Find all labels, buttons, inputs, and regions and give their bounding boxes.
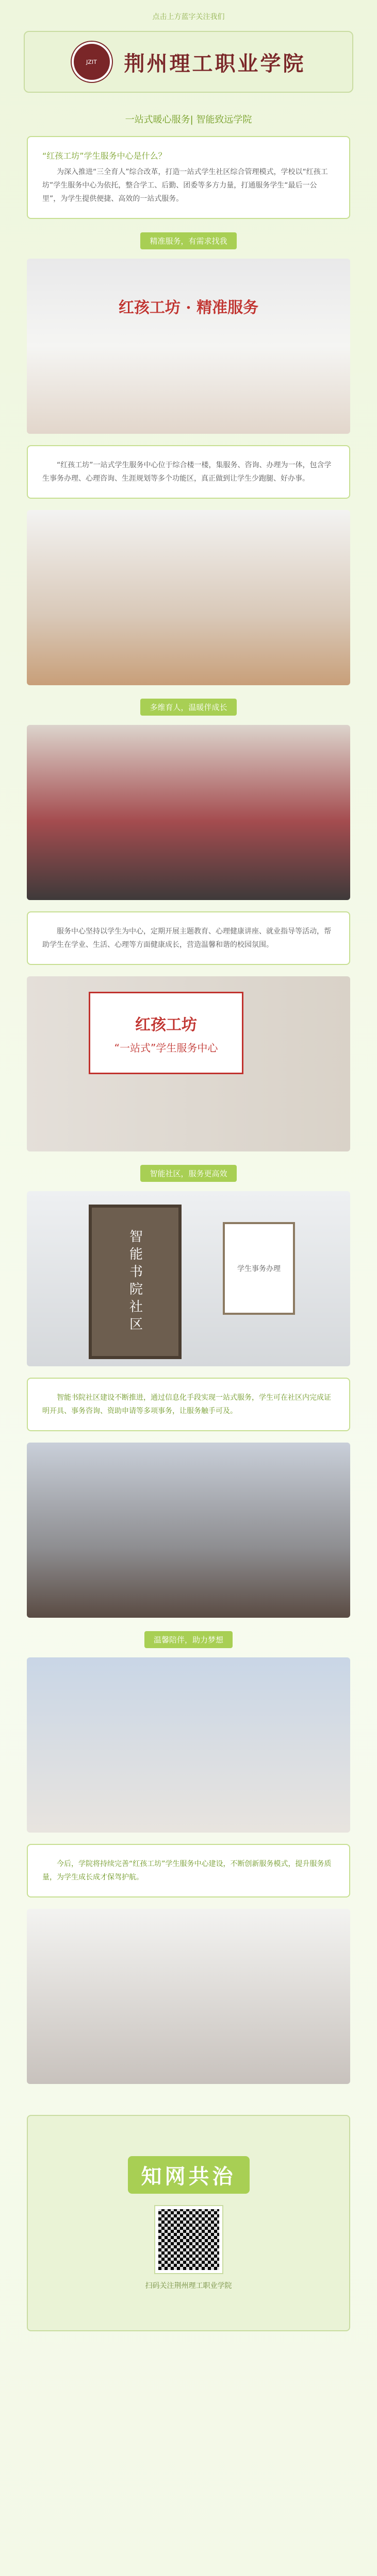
section-tag-1: 精准服务，有需求找我 <box>140 232 236 249</box>
qr-caption: 扫码关注荆州理工职业学院 <box>145 2281 232 2290</box>
school-name: 荆州理工职业学院 <box>124 51 306 76</box>
section-2-card <box>27 911 350 965</box>
top-follow-link[interactable] <box>0 0 377 31</box>
community-wood-sign: 智能书院社区 <box>89 1205 182 1359</box>
intro-question: “红孩工坊”学生服务中心是什么？ <box>42 151 167 161</box>
footer-card <box>27 2115 350 2331</box>
section-3-card <box>27 1378 350 1431</box>
section-4-paragraph: 今后，学院将持续完善“红孩工坊”学生服务中心建设，不断创新服务模式，提升服务质量，为学生成长成才保驾护航。 <box>42 1860 332 1882</box>
photo-community-sign <box>27 1191 350 1366</box>
photo-activity <box>27 725 350 900</box>
school-header <box>24 31 353 93</box>
footer-title: 知网共治 <box>128 2156 250 2194</box>
follow-link-text[interactable]: 点击上方蓝字关注我们 <box>152 13 225 21</box>
section-tag-3: 智能社区，服务更高效 <box>140 1165 236 1182</box>
school-logo: JZIT <box>72 42 112 82</box>
photo-service-center-sign <box>27 976 350 1151</box>
section-tag-2: 多维育人，温暖伴成长 <box>140 699 236 716</box>
service-center-sign: 红孩工坊 “一站式”学生服务中心 <box>89 992 243 1074</box>
section-1-paragraph: “红孩工坊”一站式学生服务中心位于综合楼一楼，集服务、咨询、办理为一体，包含学生事务办理、心理咨询、生涯规划等多个功能区，真正做到让学生少跑腿、好办事。 <box>42 461 332 483</box>
section-tag-4: 温馨陪伴，助力梦想 <box>144 1631 233 1648</box>
qr-code[interactable] <box>155 2206 222 2273</box>
photo-meeting <box>27 1443 350 1618</box>
section-3-paragraph: 智能书院社区建设不断推进，通过信息化手段实现一站式服务，学生可在社区内完成证明开具、事务咨询、资助申请等多项事务，让服务触手可及。 <box>42 1394 331 1415</box>
section-1-card <box>27 445 350 499</box>
service-plaque: 学生事务办理 <box>223 1222 295 1315</box>
photo-office <box>27 1909 350 2084</box>
photo-hall <box>27 1657 350 1833</box>
banner-wall-text: 红孩工坊 · 精准服务 <box>118 299 259 317</box>
intro-paragraph: 为深入推进“三全育人”综合改革，打造一站式学生社区综合管理模式，学校以“红孩工坊”学生服务中心为依托，整合学工、后勤、团委等多方力量，打通服务学生“最后一公里”，为学生提供便捷、高效的一站式服务。 <box>42 168 328 203</box>
section-4-card <box>27 1844 350 1897</box>
photo-banner-wall <box>27 259 350 434</box>
photo-lounge <box>27 510 350 685</box>
article-subtitle: 一站式暖心服务| 智能致远学院 <box>125 114 252 125</box>
intro-card <box>27 136 350 219</box>
section-2-paragraph: 服务中心坚持以学生为中心，定期开展主题教育、心理健康讲座、就业指导等活动，帮助学生在学业、生活、心理等方面健康成长，营造温馨和谐的校园氛围。 <box>42 927 331 949</box>
